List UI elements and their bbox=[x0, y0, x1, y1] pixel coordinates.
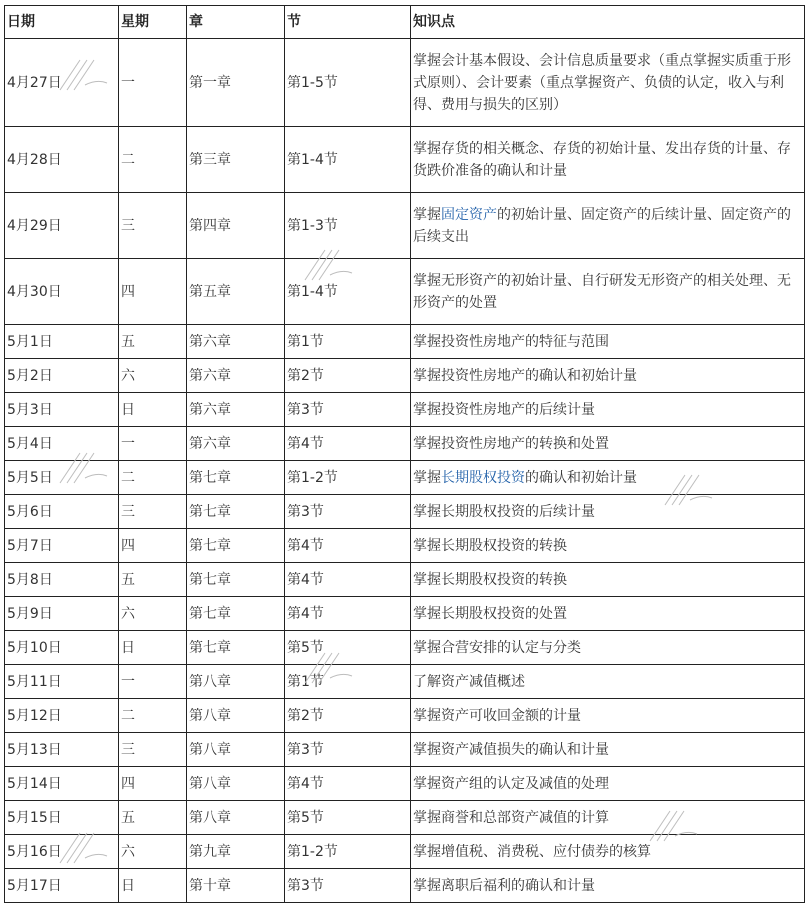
header-chapter: 章 bbox=[187, 6, 285, 39]
cell-date: 5月12日 bbox=[5, 699, 119, 733]
knowledge-text: 掌握增值税、消费税、应付债券的核算 bbox=[413, 843, 651, 860]
cell-chapter: 第七章 bbox=[187, 495, 285, 529]
cell-knowledge-point bbox=[411, 665, 805, 699]
cell-section: 第1节 bbox=[285, 325, 411, 359]
cell-chapter: 第六章 bbox=[187, 359, 285, 393]
cell-knowledge-point bbox=[411, 835, 805, 869]
cell-chapter: 第四章 bbox=[187, 193, 285, 259]
cell-weekday: 日 bbox=[119, 869, 187, 903]
table-row bbox=[5, 427, 805, 461]
cell-weekday: 二 bbox=[119, 699, 187, 733]
table-row bbox=[5, 767, 805, 801]
cell-date: 5月3日 bbox=[5, 393, 119, 427]
cell-chapter: 第九章 bbox=[187, 835, 285, 869]
cell-chapter: 第十章 bbox=[187, 869, 285, 903]
table-row bbox=[5, 631, 805, 665]
cell-chapter: 第五章 bbox=[187, 259, 285, 325]
knowledge-text: 掌握 bbox=[413, 469, 441, 486]
knowledge-text: 掌握长期股权投资的转换 bbox=[413, 571, 567, 588]
knowledge-text: 掌握 bbox=[413, 206, 441, 223]
cell-knowledge-point bbox=[411, 259, 805, 325]
cell-chapter: 第八章 bbox=[187, 665, 285, 699]
cell-weekday: 五 bbox=[119, 563, 187, 597]
table-row bbox=[5, 495, 805, 529]
cell-date: 4月29日 bbox=[5, 193, 119, 259]
cell-knowledge-point bbox=[411, 699, 805, 733]
cell-section: 第1-3节 bbox=[285, 193, 411, 259]
keyword-link[interactable]: 固定资产 bbox=[441, 206, 497, 223]
cell-section: 第2节 bbox=[285, 699, 411, 733]
cell-date: 4月27日 bbox=[5, 39, 119, 127]
header-knowledge-point: 知识点 bbox=[411, 6, 805, 39]
cell-chapter: 第八章 bbox=[187, 733, 285, 767]
cell-date: 5月11日 bbox=[5, 665, 119, 699]
cell-knowledge-point bbox=[411, 39, 805, 127]
cell-weekday: 四 bbox=[119, 529, 187, 563]
cell-weekday: 一 bbox=[119, 427, 187, 461]
cell-knowledge-point bbox=[411, 393, 805, 427]
table-row bbox=[5, 127, 805, 193]
cell-weekday: 二 bbox=[119, 127, 187, 193]
cell-chapter: 第一章 bbox=[187, 39, 285, 127]
cell-weekday: 二 bbox=[119, 461, 187, 495]
cell-date: 4月30日 bbox=[5, 259, 119, 325]
knowledge-text: 掌握长期股权投资的处置 bbox=[413, 605, 567, 622]
knowledge-text: 的确认和初始计量 bbox=[525, 469, 637, 486]
table-row bbox=[5, 801, 805, 835]
knowledge-text: 掌握资产减值损失的确认和计量 bbox=[413, 741, 609, 758]
cell-knowledge-point bbox=[411, 563, 805, 597]
cell-date: 5月17日 bbox=[5, 869, 119, 903]
cell-knowledge-point bbox=[411, 733, 805, 767]
table-row bbox=[5, 259, 805, 325]
knowledge-text: 掌握资产可收回金额的计量 bbox=[413, 707, 581, 724]
cell-weekday: 四 bbox=[119, 259, 187, 325]
cell-chapter: 第六章 bbox=[187, 393, 285, 427]
cell-weekday: 五 bbox=[119, 801, 187, 835]
cell-section: 第1-5节 bbox=[285, 39, 411, 127]
cell-date: 5月4日 bbox=[5, 427, 119, 461]
cell-date: 5月16日 bbox=[5, 835, 119, 869]
cell-knowledge-point bbox=[411, 801, 805, 835]
cell-weekday: 六 bbox=[119, 597, 187, 631]
cell-section: 第3节 bbox=[285, 869, 411, 903]
cell-date: 5月2日 bbox=[5, 359, 119, 393]
table-row bbox=[5, 325, 805, 359]
cell-section: 第1-4节 bbox=[285, 259, 411, 325]
cell-weekday: 三 bbox=[119, 193, 187, 259]
cell-weekday: 日 bbox=[119, 631, 187, 665]
cell-chapter: 第七章 bbox=[187, 631, 285, 665]
cell-section: 第3节 bbox=[285, 393, 411, 427]
knowledge-text: 掌握投资性房地产的后续计量 bbox=[413, 401, 595, 418]
table-row bbox=[5, 359, 805, 393]
knowledge-text: 掌握商誉和总部资产减值的计算 bbox=[413, 809, 609, 826]
cell-section: 第4节 bbox=[285, 597, 411, 631]
cell-date: 5月6日 bbox=[5, 495, 119, 529]
cell-chapter: 第八章 bbox=[187, 801, 285, 835]
cell-chapter: 第七章 bbox=[187, 597, 285, 631]
cell-section: 第5节 bbox=[285, 801, 411, 835]
cell-section: 第2节 bbox=[285, 359, 411, 393]
cell-date: 5月5日 bbox=[5, 461, 119, 495]
table-row bbox=[5, 665, 805, 699]
cell-weekday: 四 bbox=[119, 767, 187, 801]
cell-chapter: 第七章 bbox=[187, 461, 285, 495]
cell-section: 第4节 bbox=[285, 767, 411, 801]
cell-knowledge-point bbox=[411, 495, 805, 529]
cell-knowledge-point bbox=[411, 325, 805, 359]
cell-weekday: 五 bbox=[119, 325, 187, 359]
cell-weekday: 一 bbox=[119, 665, 187, 699]
cell-section: 第1-4节 bbox=[285, 127, 411, 193]
cell-date: 5月15日 bbox=[5, 801, 119, 835]
cell-chapter: 第七章 bbox=[187, 529, 285, 563]
header-date: 日期 bbox=[5, 6, 119, 39]
keyword-link[interactable]: 长期股权投资 bbox=[441, 469, 525, 486]
cell-knowledge-point bbox=[411, 461, 805, 495]
knowledge-text: 掌握无形资产的初始计量、自行研发无形资产的相关处理、无形资产的处置 bbox=[413, 272, 791, 311]
cell-date: 5月14日 bbox=[5, 767, 119, 801]
cell-knowledge-point bbox=[411, 529, 805, 563]
knowledge-text: 掌握投资性房地产的确认和初始计量 bbox=[413, 367, 637, 384]
cell-knowledge-point bbox=[411, 631, 805, 665]
cell-chapter: 第六章 bbox=[187, 427, 285, 461]
cell-knowledge-point bbox=[411, 427, 805, 461]
cell-date: 4月28日 bbox=[5, 127, 119, 193]
cell-weekday: 三 bbox=[119, 495, 187, 529]
cell-section: 第4节 bbox=[285, 563, 411, 597]
cell-knowledge-point bbox=[411, 869, 805, 903]
cell-section: 第5节 bbox=[285, 631, 411, 665]
cell-knowledge-point bbox=[411, 127, 805, 193]
cell-weekday: 三 bbox=[119, 733, 187, 767]
cell-date: 5月13日 bbox=[5, 733, 119, 767]
cell-chapter: 第八章 bbox=[187, 699, 285, 733]
cell-section: 第1节 bbox=[285, 665, 411, 699]
cell-chapter: 第八章 bbox=[187, 767, 285, 801]
knowledge-text: 掌握存货的相关概念、存货的初始计量、发出存货的计量、存货跌价准备的确认和计量 bbox=[413, 140, 791, 179]
table-row bbox=[5, 733, 805, 767]
cell-section: 第1-2节 bbox=[285, 835, 411, 869]
cell-section: 第1-2节 bbox=[285, 461, 411, 495]
cell-chapter: 第七章 bbox=[187, 563, 285, 597]
cell-section: 第4节 bbox=[285, 427, 411, 461]
table-row bbox=[5, 563, 805, 597]
table-row bbox=[5, 193, 805, 259]
header-section: 节 bbox=[285, 6, 411, 39]
cell-weekday: 一 bbox=[119, 39, 187, 127]
knowledge-text: 掌握资产组的认定及减值的处理 bbox=[413, 775, 609, 792]
knowledge-text: 掌握离职后福利的确认和计量 bbox=[413, 877, 595, 894]
cell-date: 5月9日 bbox=[5, 597, 119, 631]
cell-date: 5月8日 bbox=[5, 563, 119, 597]
cell-date: 5月10日 bbox=[5, 631, 119, 665]
knowledge-text: 了解资产减值概述 bbox=[413, 673, 525, 690]
cell-section: 第4节 bbox=[285, 529, 411, 563]
cell-date: 5月7日 bbox=[5, 529, 119, 563]
cell-knowledge-point bbox=[411, 767, 805, 801]
table-row bbox=[5, 461, 805, 495]
table-row bbox=[5, 597, 805, 631]
table-row bbox=[5, 393, 805, 427]
knowledge-text: 掌握长期股权投资的后续计量 bbox=[413, 503, 595, 520]
cell-weekday: 六 bbox=[119, 835, 187, 869]
header-row bbox=[5, 6, 805, 39]
cell-weekday: 日 bbox=[119, 393, 187, 427]
cell-weekday: 六 bbox=[119, 359, 187, 393]
table-row bbox=[5, 699, 805, 733]
knowledge-text: 的初始计量、固定资产的后续计量、固定资产的后续支出 bbox=[413, 206, 791, 245]
cell-knowledge-point bbox=[411, 597, 805, 631]
table-row bbox=[5, 835, 805, 869]
knowledge-text: 掌握长期股权投资的转换 bbox=[413, 537, 567, 554]
knowledge-text: 掌握会计基本假设、会计信息质量要求（重点掌握实质重于形式原则）、会计要素（重点掌握资产、负债的认定，收入与利得、费用与损失的区别） bbox=[413, 52, 791, 113]
cell-date: 5月1日 bbox=[5, 325, 119, 359]
knowledge-text: 掌握投资性房地产的特征与范围 bbox=[413, 333, 609, 350]
cell-knowledge-point bbox=[411, 193, 805, 259]
table-row bbox=[5, 39, 805, 127]
knowledge-text: 掌握投资性房地产的转换和处置 bbox=[413, 435, 609, 452]
cell-chapter: 第六章 bbox=[187, 325, 285, 359]
cell-knowledge-point bbox=[411, 359, 805, 393]
cell-section: 第3节 bbox=[285, 733, 411, 767]
cell-chapter: 第三章 bbox=[187, 127, 285, 193]
header-weekday: 星期 bbox=[119, 6, 187, 39]
table-row bbox=[5, 869, 805, 903]
knowledge-text: 掌握合营安排的认定与分类 bbox=[413, 639, 581, 656]
table-row bbox=[5, 529, 805, 563]
study-schedule-table bbox=[4, 5, 805, 903]
cell-section: 第3节 bbox=[285, 495, 411, 529]
